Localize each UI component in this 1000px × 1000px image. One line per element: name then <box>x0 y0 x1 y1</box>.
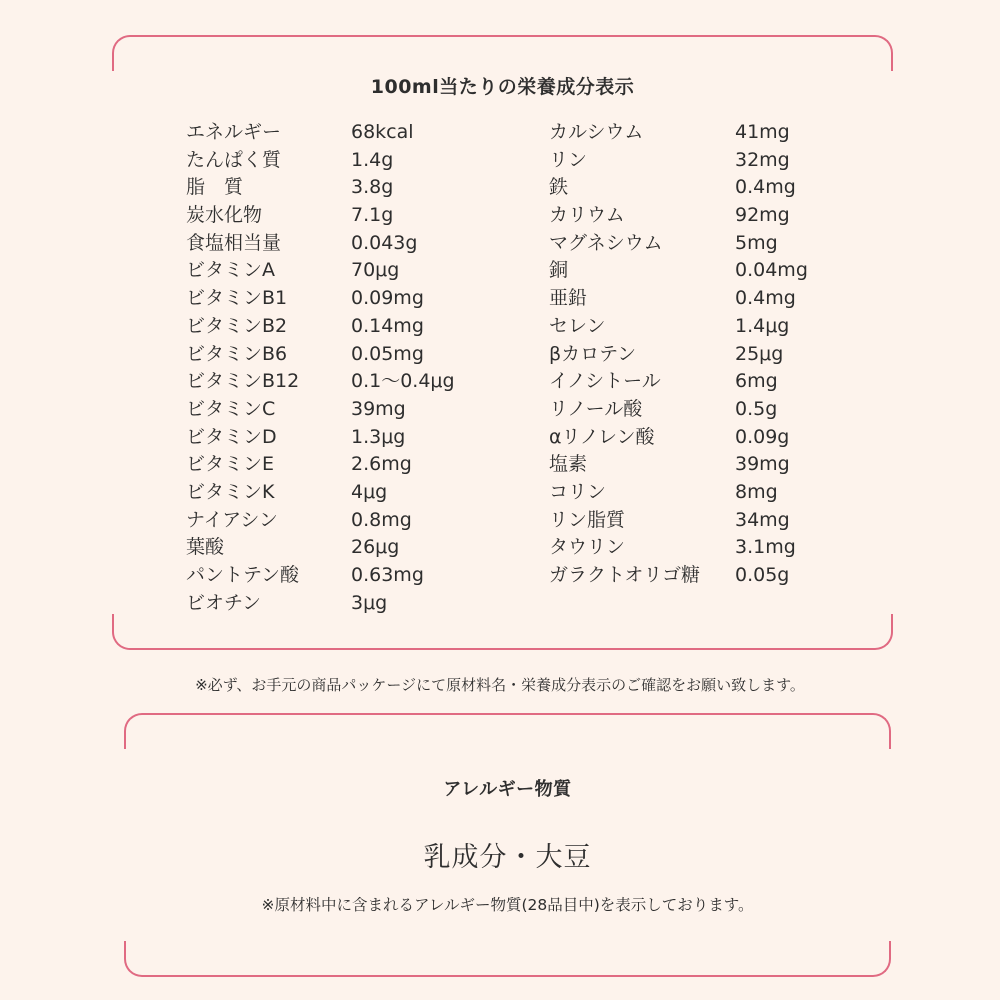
nutrient-value: 92mg <box>735 204 790 227</box>
nutrient-value: 6mg <box>735 370 778 393</box>
nutrient-name: αリノレン酸 <box>549 425 655 448</box>
nutrient-name: たんぱく質 <box>186 148 282 171</box>
allergy-panel <box>124 713 891 977</box>
nutrient-name: ビタミンD <box>186 425 277 448</box>
nutrient-name: 亜鉛 <box>549 287 588 310</box>
nutrient-name: ビタミンB12 <box>186 370 300 393</box>
nutrition-frame-bottom <box>112 614 893 650</box>
nutrient-value: 0.05mg <box>351 342 424 365</box>
nutrient-name: 塩素 <box>549 453 588 476</box>
nutrition-title: 100ml当たりの栄養成分表示 <box>370 76 635 98</box>
nutrient-name: 銅 <box>549 259 569 282</box>
nutrient-name: 葉酸 <box>186 536 225 559</box>
nutrient-name: ビタミンA <box>186 259 275 282</box>
nutrient-name: リン <box>549 148 588 171</box>
nutrient-name: ビタミンB1 <box>186 287 288 310</box>
nutrient-value: 3.8g <box>351 176 394 199</box>
allergy-content: 乳成分・大豆 <box>423 842 592 873</box>
nutrient-name: ビタミンB2 <box>186 314 288 337</box>
allergy-note: ※原材料中に含まれるアレルギー物質(28品目中)を表示しております。 <box>261 896 754 914</box>
nutrient-value: 0.043g <box>351 231 418 254</box>
allergy-title: アレルギー物質 <box>443 779 572 800</box>
allergy-frame-bottom <box>124 941 891 977</box>
nutrient-value: 34mg <box>735 508 790 531</box>
nutrient-value: 0.5g <box>735 397 778 420</box>
nutrient-value: 39mg <box>351 397 406 420</box>
nutrient-value: 26μg <box>351 536 400 559</box>
nutrient-name: パントテン酸 <box>186 564 300 586</box>
nutrient-name: 脂 質 <box>186 176 244 199</box>
nutrient-name: 炭水化物 <box>186 204 263 227</box>
nutrient-value: 8mg <box>735 480 778 503</box>
nutrient-name: ビタミンB6 <box>186 342 288 365</box>
nutrient-name: ビオチン <box>186 591 262 614</box>
nutrient-value: 0.63mg <box>351 564 424 586</box>
nutrient-name: 食塩相当量 <box>186 231 282 254</box>
nutrient-name: ナイアシン <box>186 508 278 531</box>
nutrient-name: タウリン <box>549 536 626 559</box>
nutrient-name: カルシウム <box>549 121 644 143</box>
nutrient-name: 鉄 <box>549 176 569 199</box>
nutrient-value: 0.04mg <box>735 259 808 282</box>
nutrient-name: マグネシウム <box>549 231 663 254</box>
nutrient-value: 0.09mg <box>351 287 424 310</box>
nutrient-value: 32mg <box>735 148 790 171</box>
nutrient-value: 3μg <box>351 591 388 614</box>
nutrient-value: 1.4μg <box>735 314 790 337</box>
nutrient-value: 2.6mg <box>351 453 412 476</box>
package-confirmation-note: ※必ず、お手元の商品パッケージにて原材料名・栄養成分表示のご確認をお願い致します。 <box>195 676 805 694</box>
nutrient-name: セレン <box>549 314 606 337</box>
nutrient-value: 70μg <box>351 259 400 282</box>
nutrient-value: 68kcal <box>351 121 414 143</box>
nutrient-value: 3.1mg <box>735 536 796 559</box>
nutrient-value: 0.14mg <box>351 314 424 337</box>
nutrition-panel <box>112 35 893 650</box>
nutrient-name: βカロテン <box>549 342 637 365</box>
nutrient-value: 0.8mg <box>351 508 412 531</box>
nutrient-value: 0.05g <box>735 564 790 586</box>
nutrient-name: リン脂質 <box>549 508 626 531</box>
nutrient-value: 25μg <box>735 342 784 365</box>
nutrient-value: 4μg <box>351 480 388 503</box>
nutrient-value: 41mg <box>735 121 790 143</box>
nutrient-value: 0.1〜0.4μg <box>351 370 455 393</box>
nutrient-name: ビタミンK <box>186 480 275 503</box>
allergy-frame-top <box>124 713 891 749</box>
nutrient-value: 1.4g <box>351 148 394 171</box>
nutrient-value: 5mg <box>735 231 778 254</box>
nutrition-frame-top <box>112 35 893 71</box>
nutrient-value: 39mg <box>735 453 790 476</box>
nutrient-name: イノシトール <box>549 370 661 393</box>
nutrient-value: 0.4mg <box>735 176 796 199</box>
nutrient-value: 0.09g <box>735 425 790 448</box>
nutrient-name: カリウム <box>549 204 625 227</box>
nutrient-value: 0.4mg <box>735 287 796 310</box>
nutrient-value: 1.3μg <box>351 425 406 448</box>
nutrient-name: ビタミンC <box>186 397 276 420</box>
nutrient-name: ガラクトオリゴ糖 <box>549 564 701 586</box>
nutrient-name: エネルギー <box>186 121 282 143</box>
nutrient-name: コリン <box>549 480 607 503</box>
nutrient-name: リノール酸 <box>549 397 643 420</box>
nutrient-value: 7.1g <box>351 204 394 227</box>
nutrient-name: ビタミンE <box>186 453 275 476</box>
